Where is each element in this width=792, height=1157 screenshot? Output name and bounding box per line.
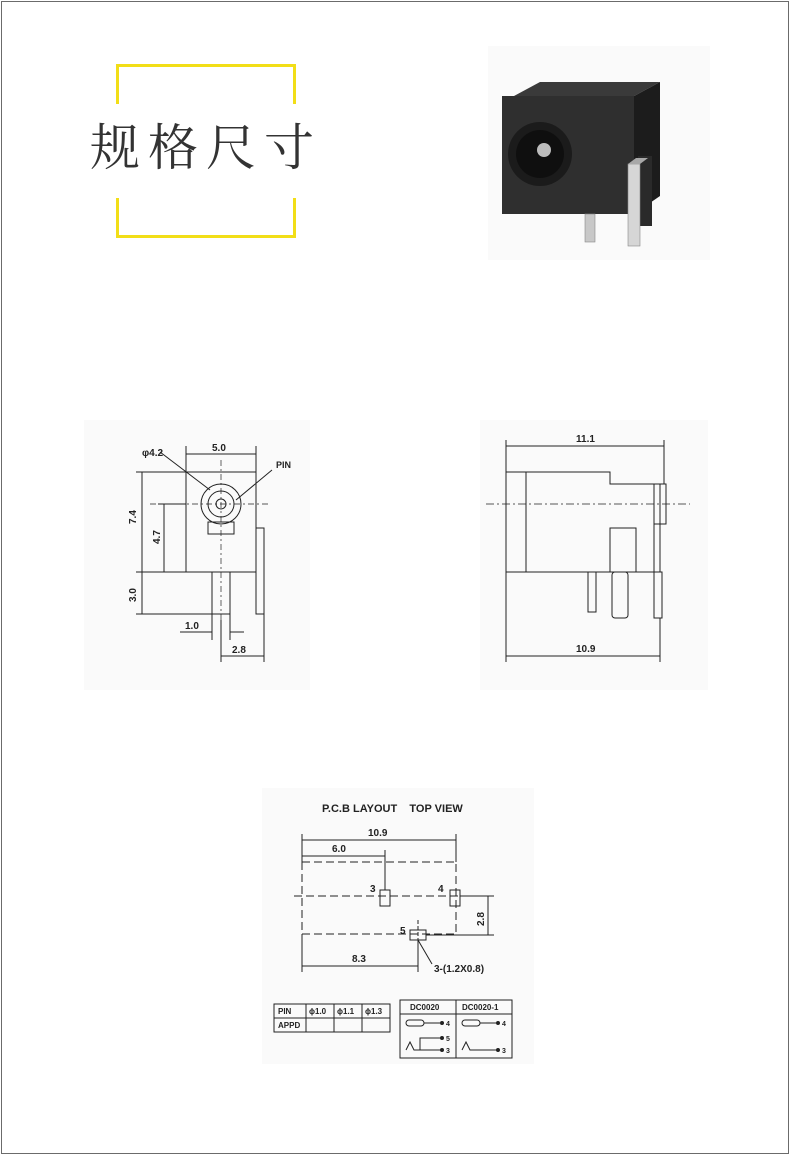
front-view-drawing — [84, 420, 310, 690]
dim-total-height: 7.4 — [128, 510, 139, 524]
pin-table-row-label: APPD — [278, 1021, 301, 1030]
pin-label: PIN — [276, 460, 292, 470]
pin-table-header-3: ϕ1.3 — [365, 1007, 383, 1016]
dim-bottom-length: 10.9 — [576, 644, 596, 655]
dim-center-height: 4.7 — [152, 530, 163, 544]
side-view-drawing — [480, 420, 708, 690]
dim-width: 5.0 — [212, 443, 226, 454]
pin-table-header-2: ϕ1.1 — [337, 1007, 355, 1016]
dc0020-pin-3: 3 — [446, 1048, 450, 1055]
pin-table-header-pin: PIN — [278, 1007, 292, 1016]
dim-pin-spacing: 2.8 — [232, 645, 246, 656]
dim-pin-width: 1.0 — [185, 621, 199, 632]
product-image-panel — [488, 46, 710, 260]
model-schematic-table — [400, 1000, 512, 1058]
dim-hole-diameter: φ4.2 — [142, 448, 164, 459]
side-view-panel — [480, 420, 708, 690]
pcb-pin-4-label: 4 — [438, 884, 444, 895]
dc0020-pin-5: 5 — [446, 1036, 450, 1043]
pin-size-table — [274, 1004, 390, 1032]
dc0020-pin-4: 4 — [446, 1021, 450, 1028]
model-header-dc0020: DC0020 — [410, 1003, 440, 1012]
pcb-dim-total: 10.9 — [368, 828, 388, 839]
pcb-layout-title: P.C.B LAYOUT TOP VIEW — [322, 803, 463, 815]
pcb-layout-panel — [262, 788, 534, 1064]
dim-pin-length: 3.0 — [128, 588, 139, 602]
pcb-dim-to-pin5: 8.3 — [352, 954, 366, 965]
pcb-hole-note: 3-(1.2X0.8) — [434, 964, 485, 975]
model-header-dc0020-1: DC0020-1 — [462, 1003, 499, 1012]
dc-jack-product-image — [488, 46, 710, 260]
dim-top-length: 11.1 — [576, 434, 595, 445]
pcb-dim-to-pin3: 6.0 — [332, 844, 346, 855]
pcb-pin-5-label: 5 — [400, 926, 406, 937]
front-view-panel — [84, 420, 310, 690]
dc0020-1-pin-3: 3 — [502, 1048, 506, 1055]
pin-table-header-1: ϕ1.0 — [309, 1007, 327, 1016]
pcb-dim-pin-spacing: 2.8 — [476, 912, 487, 926]
page-title: 规格尺寸 — [90, 119, 322, 177]
pcb-pin-3-label: 3 — [370, 884, 376, 895]
pcb-layout-drawing — [262, 788, 534, 1064]
title-bracket-top — [116, 64, 296, 104]
dc0020-1-pin-4: 4 — [502, 1021, 506, 1028]
title-bracket-bottom — [116, 198, 296, 238]
